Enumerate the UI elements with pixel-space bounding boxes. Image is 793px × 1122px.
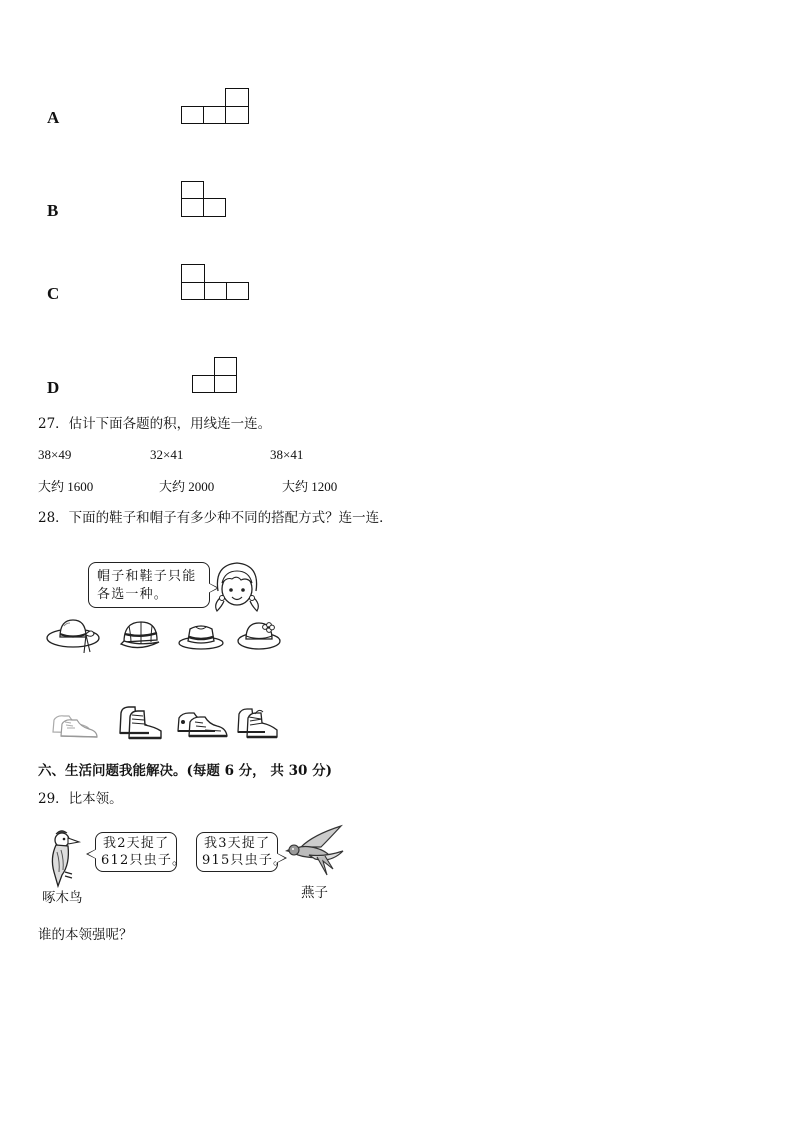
question-29-ask: 谁的本领强呢？ <box>38 927 133 943</box>
figure-cell <box>181 198 204 217</box>
option-letter-b: B <box>47 201 59 220</box>
figure-cell <box>181 264 205 283</box>
woodpecker-label: 啄木鸟 <box>42 890 83 906</box>
option-letter-c: C <box>47 284 60 303</box>
swallow-speech-bubble <box>196 832 288 872</box>
expression-item: 38×41 <box>270 447 304 462</box>
figure-cell <box>181 181 204 199</box>
figure-cell <box>204 282 227 300</box>
speech-line: 我3天捉了 <box>204 836 271 851</box>
figure-cell <box>226 282 249 300</box>
estimate-item: 大约 1200 <box>282 479 338 494</box>
speech-line: 612只虫子。 <box>101 853 187 868</box>
figure-cell <box>192 375 215 393</box>
speech-line: 各选一种。 <box>97 587 169 602</box>
question-27-prompt: 27．估计下面各题的积，用线连一连。 <box>38 416 272 432</box>
girl-face-icon <box>211 559 263 613</box>
speech-line: 我2天捉了 <box>103 836 170 851</box>
girl-speech-bubble <box>88 562 210 608</box>
figure-cell <box>181 282 205 300</box>
sneaker-pair-icon <box>49 706 99 740</box>
speech-line: 帽子和鞋子只能 <box>97 569 197 584</box>
woodpecker-speech-bubble <box>95 832 187 872</box>
question-29-prompt: 29．比本领。 <box>38 791 123 807</box>
figure-cell <box>214 357 237 376</box>
figure-cell <box>181 106 204 124</box>
figure-cell <box>203 106 226 124</box>
cap-icon <box>119 618 161 654</box>
figure-cell <box>214 375 237 393</box>
question-28-prompt: 28．下面的鞋子和帽子有多少种不同的搭配方式？连一连． <box>38 510 393 526</box>
option-letter-d: D <box>47 378 60 397</box>
fedora-hat-icon <box>178 622 225 652</box>
swallow-icon <box>285 825 345 880</box>
estimate-item: 大约 2000 <box>159 479 215 494</box>
figure-cell <box>225 88 249 107</box>
figure-cell <box>225 106 249 124</box>
estimate-item: 大约 1600 <box>38 479 94 494</box>
flower-bonnet-icon <box>237 617 281 653</box>
swallow-label: 燕子 <box>301 885 328 901</box>
expression-item: 32×41 <box>150 447 184 462</box>
sun-hat-icon <box>46 616 102 656</box>
boot-pair-icon <box>117 703 163 741</box>
section-6-heading: 六、生活问题我能解决。(每题 6 分， 共 30 分) <box>38 763 332 779</box>
woodpecker-icon <box>45 828 83 890</box>
sport-shoe-pair-icon <box>175 705 229 739</box>
option-letter-a: A <box>47 108 60 127</box>
speech-line: 915只虫子。 <box>202 853 288 868</box>
expression-item: 38×49 <box>38 447 72 462</box>
laced-shoe-pair-icon <box>235 704 279 740</box>
figure-cell <box>203 198 226 217</box>
